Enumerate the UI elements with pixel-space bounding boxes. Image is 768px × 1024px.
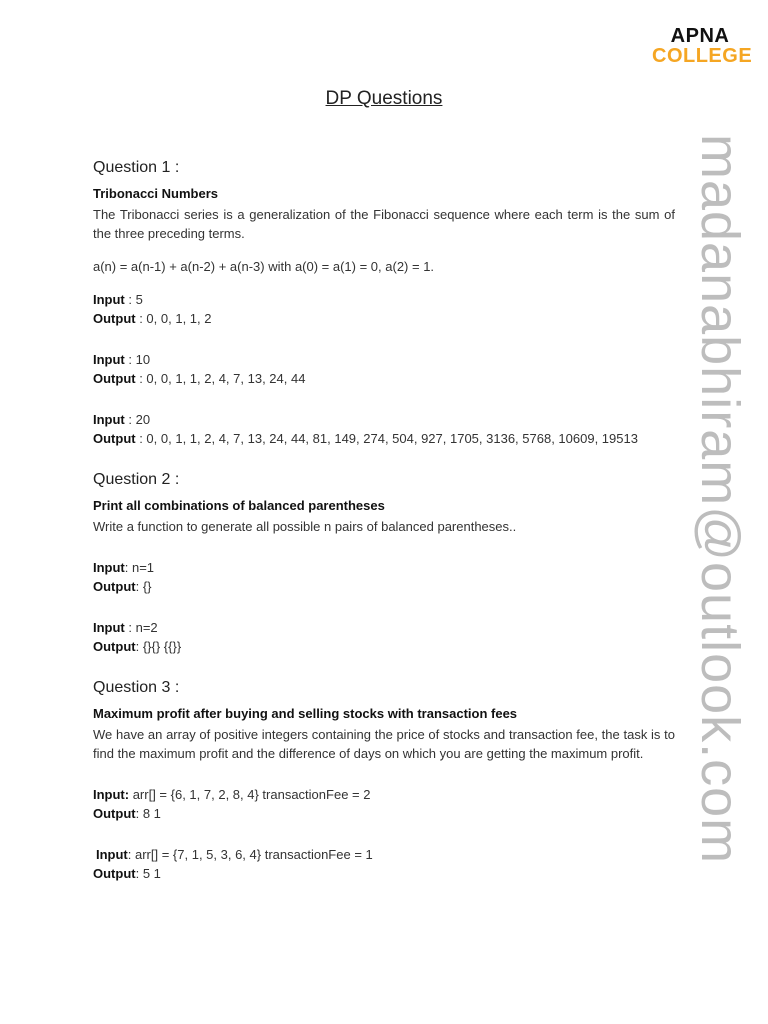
example-output [93, 804, 675, 823]
logo-line1: APNA [670, 25, 730, 47]
example-input [93, 785, 675, 804]
output-value: : 5 1 [135, 866, 161, 881]
document-body [93, 156, 675, 883]
output-value: : {} [135, 579, 152, 594]
example-output [93, 309, 675, 328]
output-value: : 0, 0, 1, 1, 2 [135, 311, 212, 326]
input-value: : arr[] = {7, 1, 5, 3, 6, 4} transactionFee = 1 [127, 847, 373, 862]
input-label: Input [93, 292, 125, 307]
question-3 [93, 676, 675, 883]
input-value: : n=2 [124, 620, 158, 635]
question-description: The Tribonacci series is a generalization of the Fibonacci sequence where each term is the sum of the three preceding terms. [93, 207, 675, 241]
question-formula: a(n) = a(n-1) + a(n-2) + a(n-3) with a(0) = a(1) = 0, a(2) = 1. [93, 259, 435, 274]
apna-college-logo [652, 25, 753, 67]
example-input [93, 290, 675, 309]
question-heading: Question 2 : [93, 471, 180, 488]
question-description: Write a function to generate all possible n pairs of balanced parentheses.. [93, 519, 517, 534]
question-subtitle: Tribonacci Numbers [93, 186, 218, 201]
email-watermark [690, 134, 750, 894]
example-output [93, 369, 675, 388]
input-value: arr[] = {6, 1, 7, 2, 8, 4} transactionFee = 2 [129, 787, 371, 802]
output-label: Output [93, 866, 136, 881]
example-input [93, 618, 675, 637]
output-value: : 8 1 [135, 806, 161, 821]
output-label: Output [93, 639, 136, 654]
question-subtitle: Maximum profit after buying and selling stocks with transaction fees [93, 706, 518, 721]
output-label: Output [93, 579, 136, 594]
output-value: : {}{} {{}} [135, 639, 182, 654]
question-1 [93, 156, 675, 448]
input-label: Input [93, 412, 125, 427]
example-output [93, 577, 675, 596]
input-value: : n=1 [124, 560, 155, 575]
output-label: Output [93, 311, 136, 326]
example-input [93, 410, 675, 429]
input-label: Input: [93, 787, 130, 802]
output-label: Output [93, 371, 136, 386]
question-description: We have an array of positive integers containing the price of stocks and transaction fee, the task is to find the maximum profit and the difference of days on which you are getting the maximum profit. [93, 727, 675, 761]
input-label: Input [93, 620, 125, 635]
example-output [93, 864, 675, 883]
input-value: : 5 [124, 292, 143, 307]
input-label: Input [96, 847, 128, 862]
output-value: : 0, 0, 1, 1, 2, 4, 7, 13, 24, 44, 81, 149, 274, 504, 927, 1705, 3136, 5768, 10609, 19513 [135, 431, 638, 446]
example-output [93, 429, 675, 448]
input-label: Input [93, 352, 125, 367]
logo-line2: COLLEGE [652, 45, 753, 67]
example-input [93, 558, 675, 577]
output-value: : 0, 0, 1, 1, 2, 4, 7, 13, 24, 44 [135, 371, 306, 386]
watermark-text: madanabhiram@outlook.com [690, 134, 750, 865]
input-value: : 20 [124, 412, 151, 427]
output-label: Output [93, 806, 136, 821]
question-heading: Question 3 : [93, 679, 180, 696]
input-value: : 10 [124, 352, 151, 367]
question-heading: Question 1 : [93, 159, 180, 176]
question-subtitle: Print all combinations of balanced parentheses [93, 498, 385, 513]
output-label: Output [93, 431, 136, 446]
page-title: DP Questions [325, 88, 443, 109]
input-label: Input [93, 560, 125, 575]
example-output [93, 637, 675, 656]
question-2 [93, 468, 675, 656]
example-input [93, 845, 675, 864]
example-input [93, 350, 675, 369]
